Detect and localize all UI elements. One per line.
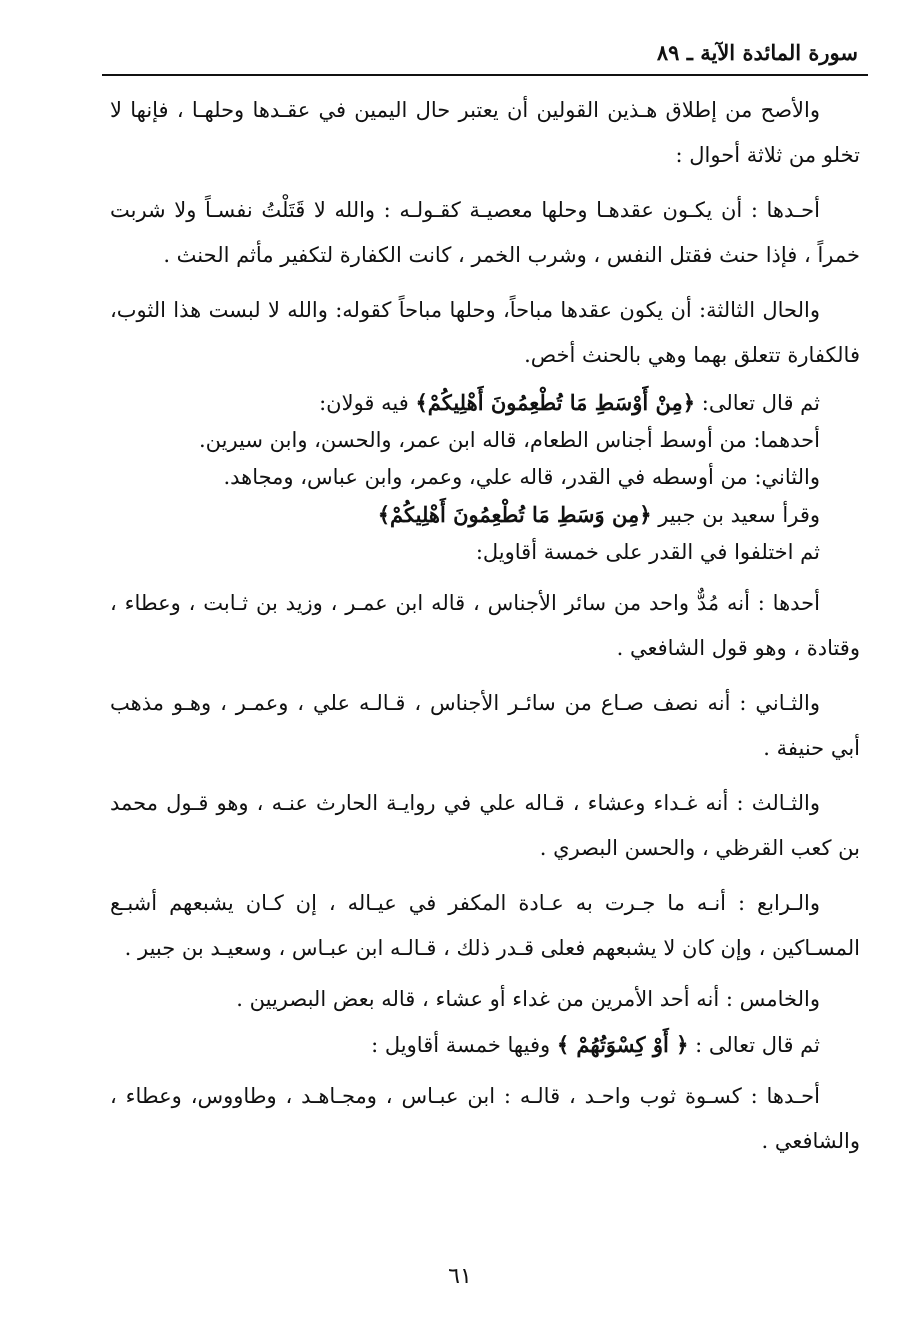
- paragraph-text: ثم قال تعالى :: [688, 1033, 820, 1057]
- header-rule: [102, 74, 868, 76]
- quran-verse: ﴿مِن وَسَطِ مَا تُطْعِمُونَ أَهْلِيكُمْ﴾: [377, 502, 652, 527]
- paragraph: [110, 1022, 860, 1068]
- paragraph: أحدها : أنه مُدٌّ واحد من سائر الأجناس ، قاله ابن عمـر ، وزيد بن ثـابت ، وعطاء ، وقتادة ، وهو قول الشافعي .: [110, 591, 860, 660]
- paragraph: ثم اختلفوا في القدر على خمسة أقاويل:: [475, 540, 820, 564]
- paragraph: [110, 496, 860, 534]
- paragraph: والثـالث : أنه غـداء وعشاء ، قـاله علي في روايـة الحارث عنـه ، وهو قـول محمد بن كعب القرظي ، والحسن البصري .: [110, 791, 860, 860]
- paragraph: والثـاني : أنه نصف صـاع من سائـر الأجناس ، قـالـه علي ، وعمـر ، وهـو مذهب أبي حنيفة .: [110, 691, 860, 760]
- paragraph: [110, 384, 860, 422]
- paragraph-text: وقرأ سعيد بن جبير: [651, 503, 820, 527]
- paragraph: والحال الثالثة: أن يكون عقدها مباحاً، وحلها مباحاً كقوله: والله لا لبست هذا الثوب، فالكفارة تتعلق بهما وهي بالحنث أخص.: [110, 298, 860, 367]
- page-number: ٦١: [448, 1264, 472, 1289]
- paragraph: والخامس : أنه أحد الأمرين من غداء أو عشاء ، قاله بعض البصريين .: [236, 987, 820, 1011]
- quran-verse: ﴿مِنْ أَوْسَطِ مَا تُطْعِمُونَ أَهْلِيكُمْ﴾: [415, 390, 696, 415]
- paragraph-text: ثم قال تعالى:: [695, 391, 820, 415]
- page-body: [110, 88, 860, 1164]
- paragraph: والثاني: من أوسطه في القدر، قاله علي، وعمر، وابن عباس، ومجاهد.: [223, 465, 820, 489]
- paragraph: أحدهما: من أوسط أجناس الطعام، قاله ابن عمر، والحسن، وابن سيرين.: [198, 428, 820, 452]
- paragraph: والأصح من إطلاق هـذين القولين أن يعتبر حال اليمين في عقـدها وحلهـا ، فإنها لا تخلو من ثلاثة أحوال :: [110, 98, 860, 167]
- paragraph: أحـدها : كسـوة ثوب واحـد ، قالـه : ابن عبـاس ، ومجـاهـد ، وطاووس، وعطاء ، والشافعي .: [110, 1084, 860, 1153]
- paragraph: والـرابع : أنـه ما جـرت به عـادة المكفر في عيـاله ، إن كـان يشبعهم أشبـع المسـاكين ، وإن كان لا يشبعهم فعلى قـدر ذلك ، قـالـه ابن عبـاس ، وسعيـد بن جبير .: [110, 891, 860, 960]
- quran-verse: ﴿ أَوْ كِسْوَتُهُمْ ﴾: [556, 1032, 689, 1057]
- paragraph-text: فيه قولان:: [319, 391, 416, 415]
- paragraph-text: وفيها خمسة أقاويل :: [371, 1033, 557, 1057]
- running-header: سورة المائدة الآية ـ ٨٩: [656, 40, 858, 65]
- paragraph: أحـدها : أن يكـون عقدهـا وحلها معصيـة كقـولـه : والله لا قَتَلْتُ نفسـاً ولا شربت خمراً ، فإذا حنث فقتل النفس ، وشرب الخمر ، كانت الكفارة لتكفير مأثم الحنث .: [110, 198, 860, 267]
